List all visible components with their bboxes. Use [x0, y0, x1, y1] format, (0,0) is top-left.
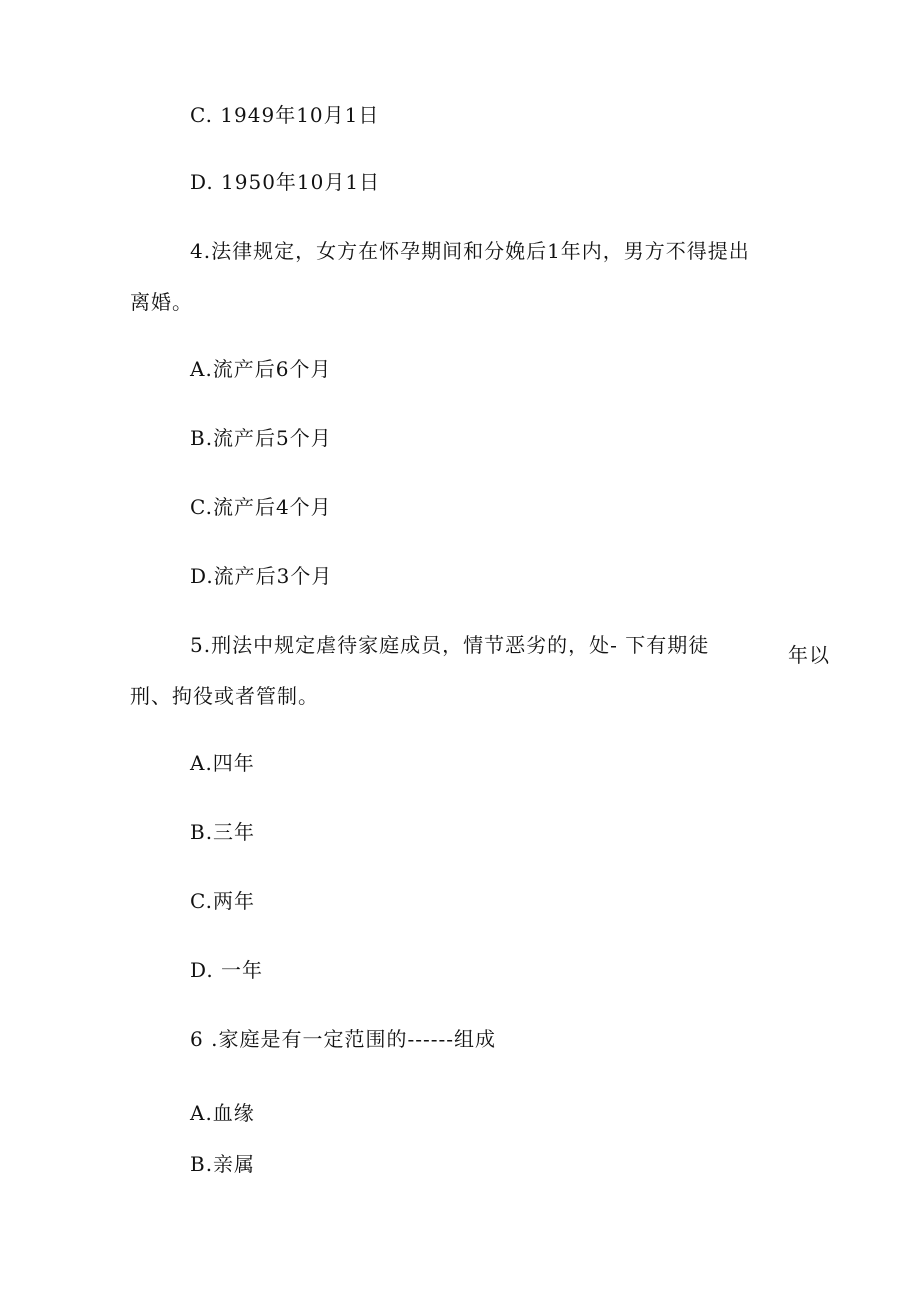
q5-question-line2: 刑、拘役或者管制。	[130, 684, 319, 708]
q4-question-line2: 离婚。	[130, 290, 193, 314]
q6-option-a: A.血缘	[190, 1101, 255, 1125]
q4-option-d: D.流产后3个月	[190, 564, 333, 588]
q4-option-c: C.流产后4个月	[190, 495, 332, 519]
q5-option-d: D. 一年	[190, 958, 264, 982]
q4-option-b: B.流产后5个月	[190, 426, 332, 450]
q3-option-d: D. 1950年10月1日	[190, 170, 381, 194]
q6-option-b: B.亲属	[190, 1152, 256, 1176]
q5-question-line1: 5.刑法中规定虐待家庭成员，情节恶劣的，处- 下有期徒	[190, 633, 710, 657]
q6-question-line1: 6 .家庭是有一定范围的------组成	[190, 1027, 496, 1051]
q4-question-line1: 4.法律规定，女方在怀孕期间和分娩后1年内，男方不得提出	[190, 239, 750, 263]
q5-option-a: A.四年	[190, 751, 255, 775]
q4-option-a: A.流产后6个月	[190, 357, 332, 381]
q5-option-c: C.两年	[190, 889, 255, 913]
q3-option-c: C. 1949年10月1日	[190, 103, 380, 127]
q5-option-b: B.三年	[190, 820, 256, 844]
q5-question-fragment: 年以	[788, 643, 830, 667]
